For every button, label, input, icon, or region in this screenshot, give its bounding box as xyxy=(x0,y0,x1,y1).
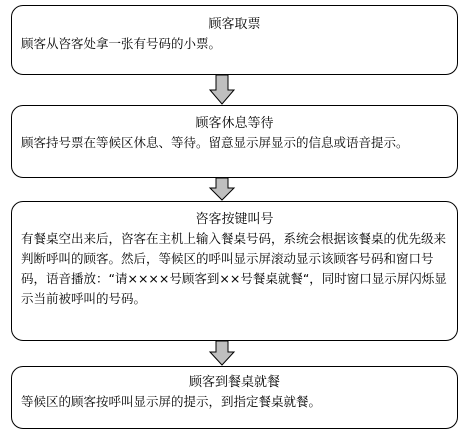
flow-arrow-2 xyxy=(207,178,237,201)
step-title: 咨客按键叫号 xyxy=(195,212,274,227)
step-title: 顾客取票 xyxy=(208,17,261,32)
step-box-take-ticket xyxy=(11,5,458,75)
step-description: 等候区的顾客按呼叫显示屏的提示，到指定餐桌就餐。 xyxy=(21,394,322,409)
flow-arrow-1 xyxy=(207,75,237,105)
step-description: 有餐桌空出来后，咨客在主机上输入餐桌号码，系统会根据该餐桌的优先级来判断呼叫的顾客。然后，等候区的呼叫显示屏滚动显示该顾客号码和窗口号码，语音播放：“请××××号顾客到××号餐桌就餐“，同时窗口显示屏闪烁显示当前被呼叫的号码。 xyxy=(21,231,447,306)
step-box-call-number xyxy=(11,201,458,341)
step-description: 顾客持号票在等候区休息、等待。留意显示屏显示的信息或语音提示。 xyxy=(21,135,409,150)
step-box-wait xyxy=(11,105,458,178)
step-box-dine xyxy=(11,366,458,429)
step-description: 顾客从咨客处拿一张有号码的小票。 xyxy=(21,36,222,51)
step-title: 顾客到餐桌就餐 xyxy=(188,375,280,390)
step-title: 顾客休息等待 xyxy=(195,116,274,131)
flow-arrow-3 xyxy=(207,341,237,366)
